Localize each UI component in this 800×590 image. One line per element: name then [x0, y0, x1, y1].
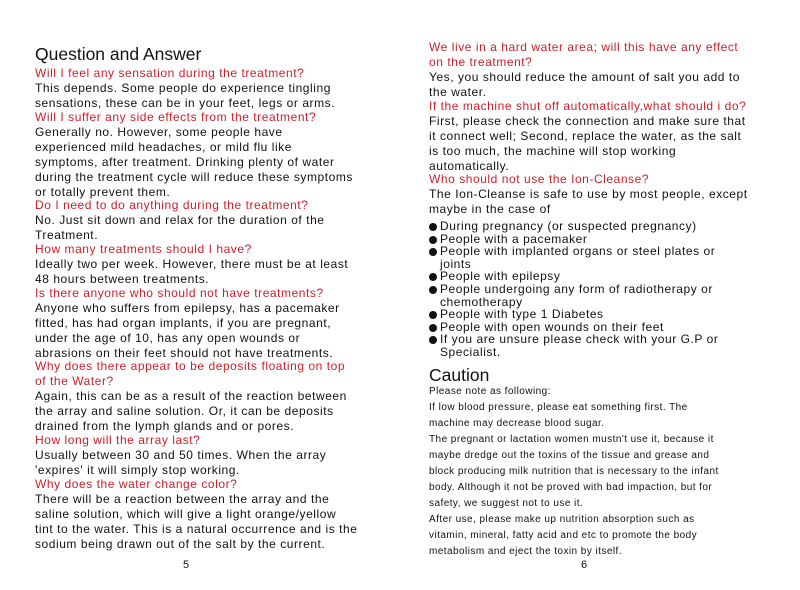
- qa-item: [35, 433, 375, 478]
- page-number: 6: [581, 559, 588, 571]
- bullet-icon: [429, 273, 437, 281]
- list-item: People with implanted organs or steel plates or joints: [429, 245, 774, 270]
- qa-item: [35, 66, 375, 111]
- caution-heading: Caution: [429, 365, 490, 385]
- bullet-icon: [429, 311, 437, 319]
- question: How long will the array last?: [35, 433, 201, 447]
- qa-item: [35, 198, 375, 243]
- question: Who should not use the Ion-Cleanse?: [429, 172, 650, 186]
- answer: Yes, you should reduce the amount of salt you add to the water.: [429, 70, 741, 99]
- answer: Generally no. However, some people have experienced mild headaches, or mild flu like symptoms, after treatment. Drinking plenty of water during the treatment cycle will reduce these symptoms or totally prevent them.: [35, 125, 353, 199]
- answer: No. Just sit down and relax for the duration of the Treatment.: [35, 213, 325, 242]
- qa-item: [429, 40, 774, 100]
- bullet-icon: [429, 336, 437, 344]
- question: Why does the water change color?: [35, 477, 238, 491]
- answer: This depends. Some people do experience tingling sensations, these can be in your feet, legs or arms.: [35, 81, 336, 110]
- contraindication-list: [429, 220, 774, 359]
- qa-heading: Question and Answer: [35, 44, 202, 64]
- answer: The Ion-Cleanse is safe to use by most people, except maybe in the case of: [429, 187, 748, 216]
- question: Will I feel any sensation during the treatment?: [35, 66, 305, 80]
- bullet-icon: [429, 236, 437, 244]
- question: Do I need to do anything during the treatment?: [35, 198, 309, 212]
- question: Is there anyone who should not have treatments?: [35, 286, 324, 300]
- question: If the machine shut off automatically,what should i do?: [429, 99, 747, 113]
- list-item: People with epilepsy: [429, 270, 774, 283]
- right-page: [429, 0, 774, 590]
- caution-text: Please note as following: If low blood pressure, please eat something first. The machine may decrease blood sugar. The pregnant or lactation women mustn't use it, because it maybe dredge out the toxins of the tissue and grease and block producing milk nutrition that is necessary to the infant body. Although it not be proved with bad impaction, but for safety, we suggest not to use it. After use, please make up nutrition absorption such as vitamin, mineral, fatty acid and etc to promote the body metabolism and eject the toxin by itself.: [429, 386, 719, 557]
- qa-item: [429, 99, 774, 174]
- list-item: If you are unsure please check with your G.P or Specialist.: [429, 333, 774, 358]
- bullet-icon: [429, 286, 437, 294]
- qa-item: [35, 242, 375, 287]
- left-page: [35, 0, 375, 590]
- answer: Usually between 30 and 50 times. When the array 'expires' it will simply stop working.: [35, 448, 327, 477]
- answer: Anyone who suffers from epilepsy, has a pacemaker fitted, has had organ implants, if you are pregnant, under the age of 10, has any open wounds or abrasions on their feet should not have treatments.: [35, 301, 340, 360]
- bullet-icon: [429, 324, 437, 332]
- answer: Ideally two per week. However, there must be at least 48 hours between treatments.: [35, 257, 349, 286]
- list-item: During pregnancy (or suspected pregnancy): [429, 220, 774, 233]
- list-item: People with type 1 Diabetes: [429, 308, 774, 321]
- question: How many treatments should I have?: [35, 242, 252, 256]
- question: Will I suffer any side effects from the treatment?: [35, 110, 317, 124]
- answer: There will be a reaction between the array and the saline solution, which will give a light orange/yellow tint to the water. This is a natural occurrence and is the sodium being drawn out of the salt by the current.: [35, 492, 358, 551]
- qa-item: [35, 286, 375, 361]
- qa-item: [35, 110, 375, 200]
- answer: First, please check the connection and make sure that it connect well; Second, replace the water, as the salt is too much, the machine will stop working automatically.: [429, 114, 746, 173]
- qa-item: [35, 477, 375, 552]
- answer: Again, this can be as a result of the reaction between the array and saline solution. Or, it can be deposits drained from the lymph glands and or pores.: [35, 389, 347, 433]
- page-number: 5: [183, 559, 190, 571]
- bullet-icon: [429, 248, 437, 256]
- qa-item: [429, 172, 774, 217]
- list-item: People with open wounds on their feet: [429, 321, 774, 334]
- question: We live in a hard water area; will this have any effect on the treatment?: [429, 40, 739, 69]
- list-item: People with a pacemaker: [429, 233, 774, 246]
- list-item: People undergoing any form of radiotherapy or chemotherapy: [429, 283, 774, 308]
- question: Why does there appear to be deposits floating on top of the Water?: [35, 359, 346, 388]
- qa-item: [35, 359, 375, 434]
- bullet-icon: [429, 223, 437, 231]
